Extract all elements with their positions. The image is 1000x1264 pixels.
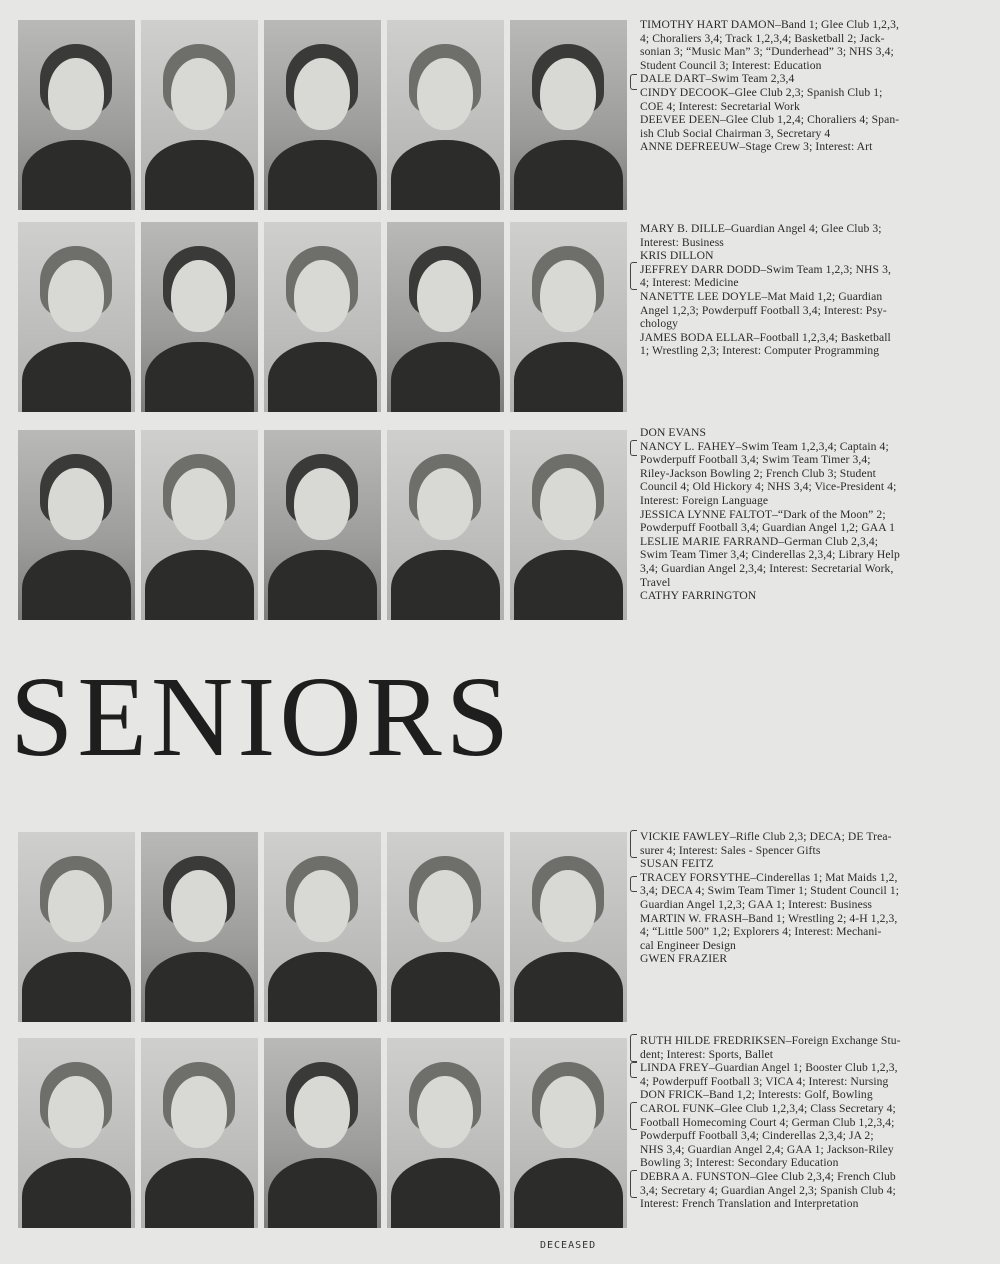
portrait-photo bbox=[18, 430, 135, 620]
bio-line: CATHY FARRINGTON bbox=[640, 589, 757, 603]
bio-line: Powderpuff Football 3,4; Cinderellas 2,3,4; JA 2; bbox=[640, 1129, 874, 1143]
bio-line: DALE DART–Swim Team 2,3,4 bbox=[640, 72, 795, 86]
portrait-photo bbox=[141, 1038, 258, 1228]
portrait-photo bbox=[18, 832, 135, 1022]
bio-line: VICKIE FAWLEY–Rifle Club 2,3; DECA; DE Trea- bbox=[640, 830, 892, 843]
bio-line: DEBRA A. FUNSTON–Glee Club 2,3,4; French Club bbox=[640, 1169, 896, 1183]
portrait-photo bbox=[264, 832, 381, 1022]
bio-line: 4; Interest: Medicine bbox=[640, 276, 739, 290]
photo-row-2 bbox=[18, 222, 627, 412]
bio-line: NANCY L. FAHEY–Swim Team 1,2,3,4; Captain 4; bbox=[640, 439, 889, 453]
portrait-photo bbox=[264, 222, 381, 412]
portrait-photo bbox=[18, 1038, 135, 1228]
page-title: SENIORS bbox=[10, 653, 514, 780]
pencil-bracket bbox=[630, 1034, 637, 1062]
bio-line: JAMES BODA ELLAR–Football 1,2,3,4; Basketball bbox=[640, 330, 891, 344]
portrait-photo bbox=[18, 20, 135, 210]
bio-line: TRACEY FORSYTHE–Cinderellas 1; Mat Maids 1,2, bbox=[640, 870, 898, 884]
bio-line: sonian 3; “Music Man” 3; “Dunderhead” 3; NHS 3,4; bbox=[640, 45, 894, 59]
bio-line: DON FRICK–Band 1,2; Interests: Golf, Bowling bbox=[640, 1088, 873, 1102]
bio-line: Riley-Jackson Bowling 2; French Club 3; Student bbox=[640, 466, 876, 480]
bio-line: Swim Team Timer 3,4; Cinderellas 2,3,4; Library Help bbox=[640, 548, 900, 562]
bio-line: Football Homecoming Court 4; German Club 1,2,3,4; bbox=[640, 1115, 895, 1129]
bio-line: Interest: Business bbox=[640, 235, 724, 249]
bio-line: 3,4; Guardian Angel 2,3,4; Interest: Secretarial Work, bbox=[640, 561, 894, 575]
portrait-photo bbox=[510, 430, 627, 620]
pencil-bracket bbox=[630, 262, 637, 290]
bio-line: MARY B. DILLE–Guardian Angel 4; Glee Club 3; bbox=[640, 222, 882, 235]
bio-line: surer 4; Interest: Sales - Spencer Gifts bbox=[640, 843, 821, 857]
portrait-photo bbox=[264, 20, 381, 210]
bio-line: 4; “Little 500” 1,2; Explorers 4; Interest: Mechani- bbox=[640, 925, 882, 939]
portrait-photo bbox=[18, 222, 135, 412]
bio-line: 3,4; Secretary 4; Guardian Angel 2,3; Spanish Club 4; bbox=[640, 1183, 896, 1197]
bio-line: MARTIN W. FRASH–Band 1; Wrestling 2; 4-H 1,2,3, bbox=[640, 911, 898, 925]
portrait-photo bbox=[387, 1038, 504, 1228]
bio-line: CAROL FUNK–Glee Club 1,2,3,4; Class Secretary 4; bbox=[640, 1101, 896, 1115]
bio-line: ish Club Social Chairman 3, Secretary 4 bbox=[640, 126, 831, 140]
portrait-photo bbox=[387, 222, 504, 412]
bio-line: chology bbox=[640, 317, 679, 331]
bio-line: 4; Powderpuff Football 3; VICA 4; Interest: Nursing bbox=[640, 1074, 889, 1088]
photo-row-3 bbox=[18, 430, 627, 620]
portrait-photo bbox=[510, 20, 627, 210]
pencil-bracket bbox=[630, 1062, 637, 1078]
pencil-bracket bbox=[630, 74, 637, 90]
bio-line: Council 4; Old Hickory 4; NHS 3,4; Vice-President 4; bbox=[640, 480, 897, 494]
bio-line: Interest: French Translation and Interpretation bbox=[640, 1197, 859, 1211]
portrait-photo bbox=[387, 430, 504, 620]
portrait-photo bbox=[264, 1038, 381, 1228]
portrait-photo bbox=[387, 20, 504, 210]
bio-line: LINDA FREY–Guardian Angel 1; Booster Club 1,2,3, bbox=[640, 1061, 898, 1075]
portrait-photo bbox=[141, 222, 258, 412]
handwritten-note: DECEASED bbox=[540, 1240, 597, 1251]
bio-block-4 bbox=[640, 830, 970, 966]
photo-row-1 bbox=[18, 20, 627, 210]
bio-line: Angel 1,2,3; Powderpuff Football 3,4; Interest: Psy- bbox=[640, 303, 887, 317]
bio-line: COE 4; Interest: Secretarial Work bbox=[640, 99, 800, 113]
bio-line: Interest: Foreign Language bbox=[640, 493, 769, 507]
photo-row-5 bbox=[18, 1038, 627, 1228]
bio-line: Powderpuff Football 3,4; Swim Team Timer 3,4; bbox=[640, 453, 871, 467]
bio-line: Student Council 3; Interest: Education bbox=[640, 58, 822, 72]
portrait-photo bbox=[141, 20, 258, 210]
pencil-bracket bbox=[630, 1170, 637, 1198]
bio-line: RUTH HILDE FREDRIKSEN–Foreign Exchange Stu- bbox=[640, 1034, 901, 1047]
bio-block-2 bbox=[640, 222, 970, 358]
portrait-photo bbox=[510, 832, 627, 1022]
bio-line: GWEN FRAZIER bbox=[640, 952, 728, 966]
bio-block-3 bbox=[640, 426, 970, 603]
photo-row-4 bbox=[18, 832, 627, 1022]
bio-line: LESLIE MARIE FARRAND–German Club 2,3,4; bbox=[640, 534, 879, 548]
bio-line: CINDY DECOOK–Glee Club 2,3; Spanish Club 1; bbox=[640, 85, 883, 99]
pencil-bracket bbox=[630, 830, 637, 858]
bio-block-5 bbox=[640, 1034, 970, 1211]
portrait-photo bbox=[387, 832, 504, 1022]
bio-line: 4; Choraliers 3,4; Track 1,2,3,4; Basketball 2; Jack- bbox=[640, 31, 885, 45]
bio-line: Powderpuff Football 3,4; Guardian Angel 1,2; GAA 1 bbox=[640, 521, 895, 535]
bio-line: ANNE DEFREEUW–Stage Crew 3; Interest: Art bbox=[640, 140, 873, 154]
portrait-photo bbox=[264, 430, 381, 620]
bio-line: DEEVEE DEEN–Glee Club 1,2,4; Choraliers 4; Span- bbox=[640, 113, 900, 127]
bio-line: Bowling 3; Interest: Secondary Education bbox=[640, 1156, 839, 1170]
pencil-bracket bbox=[630, 440, 637, 456]
bio-line: KRIS DILLON bbox=[640, 249, 714, 263]
bio-line: Travel bbox=[640, 575, 671, 589]
bio-block-1 bbox=[640, 18, 970, 154]
bio-line: dent; Interest: Sports, Ballet bbox=[640, 1047, 774, 1061]
pencil-bracket bbox=[630, 1102, 637, 1130]
portrait-photo bbox=[510, 1038, 627, 1228]
bio-line: cal Engineer Design bbox=[640, 938, 736, 952]
bio-line: DON EVANS bbox=[640, 426, 707, 439]
bio-line: TIMOTHY HART DAMON–Band 1; Glee Club 1,2,3, bbox=[640, 18, 899, 31]
bio-line: 1; Wrestling 2,3; Interest: Computer Programming bbox=[640, 344, 880, 358]
bio-line: 3,4; DECA 4; Swim Team Timer 1; Student Council 1; bbox=[640, 884, 900, 898]
bio-line: NHS 3,4; Guardian Angel 2,4; GAA 1; Jackson-Riley bbox=[640, 1142, 894, 1156]
bio-line: JESSICA LYNNE FALTOT–“Dark of the Moon” 2; bbox=[640, 507, 886, 521]
bio-line: JEFFREY DARR DODD–Swim Team 1,2,3; NHS 3, bbox=[640, 262, 891, 276]
portrait-photo bbox=[510, 222, 627, 412]
bio-line: SUSAN FEITZ bbox=[640, 857, 714, 871]
portrait-photo bbox=[141, 430, 258, 620]
portrait-photo bbox=[141, 832, 258, 1022]
bio-line: Guardian Angel 1,2,3; GAA 1; Interest: Business bbox=[640, 897, 873, 911]
pencil-bracket bbox=[630, 876, 637, 892]
bio-line: NANETTE LEE DOYLE–Mat Maid 1,2; Guardian bbox=[640, 289, 883, 303]
